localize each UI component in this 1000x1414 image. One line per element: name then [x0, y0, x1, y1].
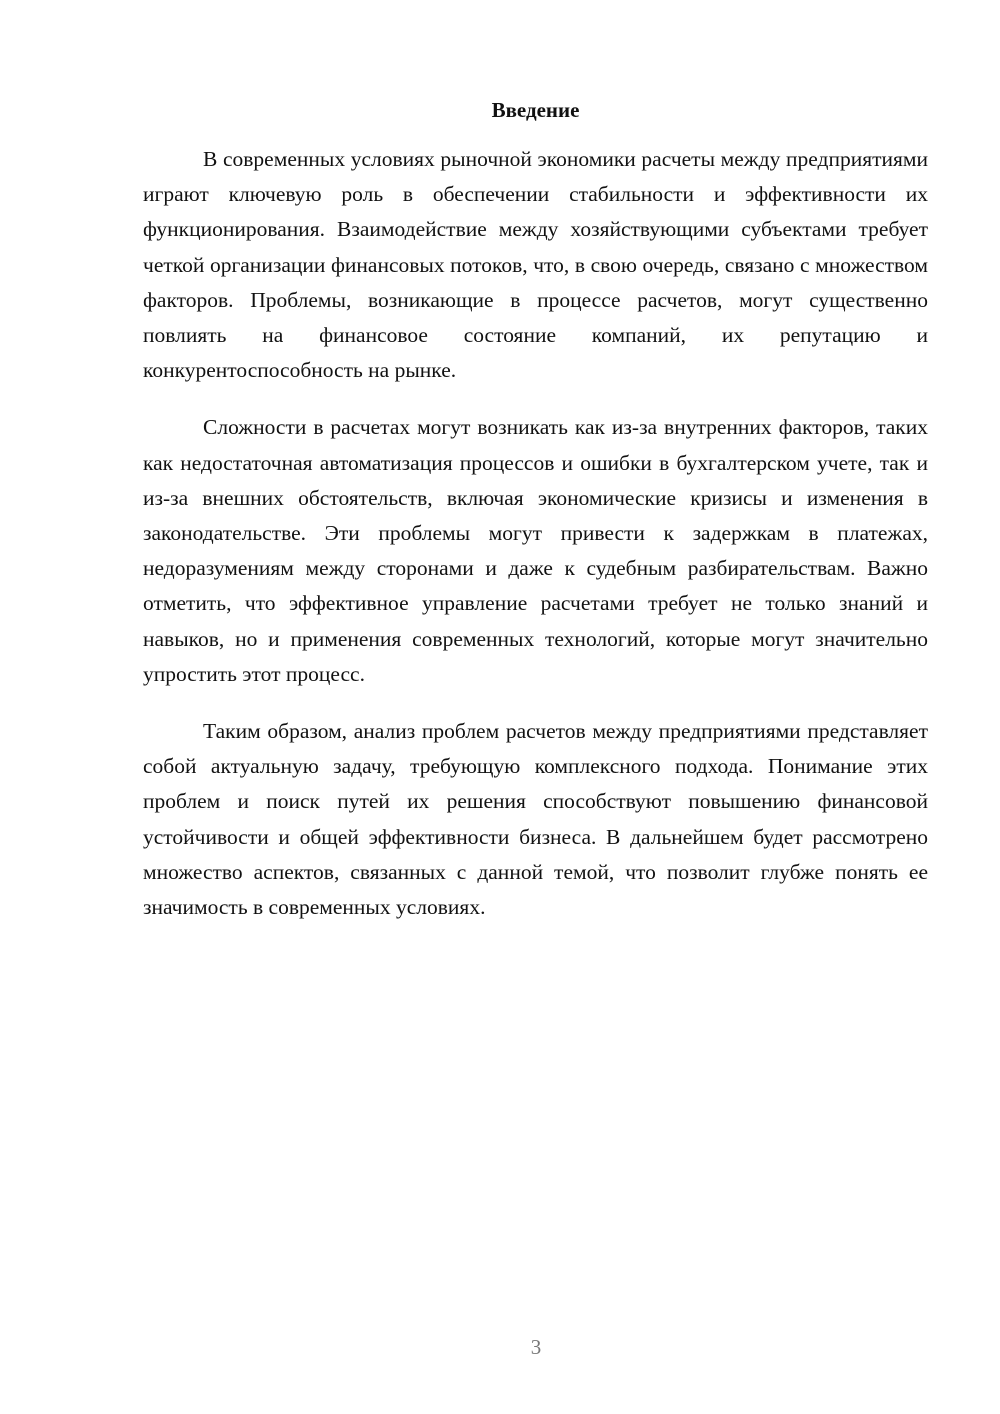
paragraph-2: Сложности в расчетах могут возникать как из-за внутренних факторов, таких как недостаточная автоматизация процессов и ошибки в бухгалтерском учете, так и из-за внешних обстоятельств, включая экономические кризисы и изменения в законодательстве. Эти проблемы могут привести к задержкам в платежах, недоразумениям между сторонами и даже к судебным разбирательствам. Важно отметить, что эффективное управление расчетами требует не только знаний и навыков, но и применения современных технологий, которые могут значительно упростить этот процесс.	[143, 415, 928, 686]
paragraph-1: В современных условиях рыночной экономики расчеты между предприятиями играют ключевую роль в обеспечении стабильности и эффективности их функционирования. Взаимодействие между хозяйствующими субъектами требует четкой организации финансовых потоков, что, в свою очередь, связано с множеством факторов. Проблемы, возникающие в процессе расчетов, могут существенно повлиять на финансовое состояние компаний, их репутацию и конкурентоспособность на рынке.	[143, 147, 928, 383]
page-title: Введение	[491, 98, 580, 122]
page-number: 3	[530, 1335, 542, 1359]
paragraph-3: Таким образом, анализ проблем расчетов между предприятиями представляет собой актуальную задачу, требующую комплексного подхода. Понимание этих проблем и поиск путей их решения способствуют повышению финансовой устойчивости и общей эффективности бизнеса. В дальнейшем будет рассмотрено множество аспектов, связанных с данной темой, что позволит глубже понять ее значимость в современных условиях.	[143, 719, 928, 920]
page-content	[143, 93, 928, 947]
